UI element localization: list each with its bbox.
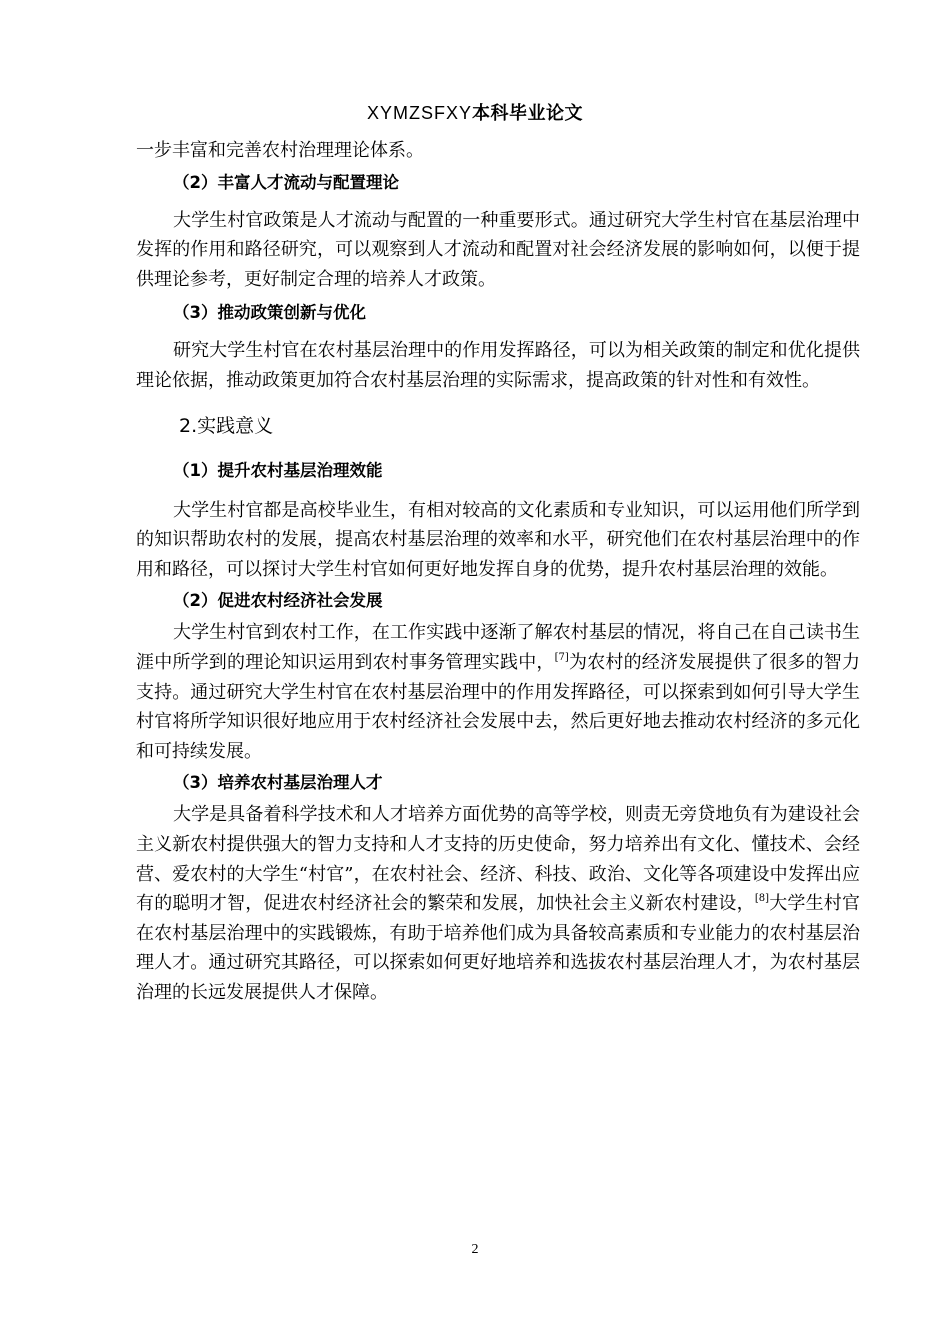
subheading-economic-development: （2）促进农村经济社会发展 [173, 591, 383, 611]
page-number: 2 [471, 1242, 479, 1257]
citation-ref-8: [8] [754, 893, 769, 905]
subheading-talent-cultivation: （3）培养农村基层治理人才 [173, 773, 383, 793]
page-header [0, 100, 950, 127]
paragraph-policy-innovation: 研究大学生村官在农村基层治理中的作用发挥路径，可以为相关政策的制定和优化提供理论依据，推动政策更加符合农村基层治理的实际需求，提高政策的针对性和有效性。 [136, 340, 860, 391]
paragraph-continuation: 一步丰富和完善农村治理理论体系。 [136, 140, 424, 161]
subheading-talent-flow: （2）丰富人才流动与配置理论 [173, 172, 399, 192]
subheading-policy-innovation: （3）推动政策创新与优化 [173, 303, 366, 323]
paragraph-talent-flow: 大学生村官政策是人才流动与配置的一种重要形式。通过研究大学生村官在基层治理中发挥的作用和路径研究，可以观察到人才流动和配置对社会经济发展的影响如何，以便于提供理论参考，更好制定合理的培养人才政策。 [136, 209, 860, 290]
section-heading-practical: 2.实践意义 [179, 414, 274, 437]
header-code: XYMZSFXY [366, 103, 472, 123]
paragraph-talent-cultivation-text-a: 大学是具备着科学技术和人才培养方面优势的高等学校，则责无旁贷地负有为建设社会主义新农村提供强大的智力支持和人才支持的历史使命，努力培养出有文化、懂技术、会经营、爱农村的大学生“村官”，在农村社会、经济、科技、政治、文化等各项建设中发挥出应有的聪明才智，促进农村经济社会的繁荣和发展，加快社会主义新农村建设， [136, 804, 860, 915]
paragraph-talent-cultivation-text-b: 大学生村官在农村基层治理中的实践锻炼，有助于培养他们成为具备较高素质和专业能力的农村基层治理人才。通过研究其路径，可以探索如何更好地培养和选拔农村基层治理人才，为农村基层治理的长远发展提供人才保障。 [136, 893, 861, 1003]
header-title: 本科毕业论文 [472, 103, 583, 124]
subheading-governance-efficiency: （1）提升农村基层治理效能 [173, 460, 383, 480]
paragraph-economic-development [136, 618, 860, 766]
citation-ref-7: [7] [554, 651, 569, 663]
paragraph-talent-cultivation [136, 800, 860, 1007]
paragraph-economic-development-text-b: 为农村的经济发展提供了很多的智力支持。通过研究大学生村官在农村基层治理中的作用发挥路径，可以探索到如何引导大学生村官将所学知识很好地应用于农村经济社会发展中去，然后更好地去推动农村经济的多元化和可持续发展。 [136, 651, 861, 762]
page-body [136, 136, 860, 1007]
paragraph-governance-efficiency: 大学生村官都是高校毕业生，有相对较高的文化素质和专业知识，可以运用他们所学到的知识帮助农村的发展，提高农村基层治理的效率和水平，研究他们在农村基层治理中的作用和路径，可以探讨大学生村官如何更好地发挥自身的优势，提升农村基层治理的效能。 [136, 499, 860, 580]
paragraph-economic-development-text-a: 大学生村官到农村工作，在工作实践中逐渐了解农村基层的情况，将自己在自己读书生涯中所学到的理论知识运用到农村事务管理实践中， [136, 622, 860, 673]
